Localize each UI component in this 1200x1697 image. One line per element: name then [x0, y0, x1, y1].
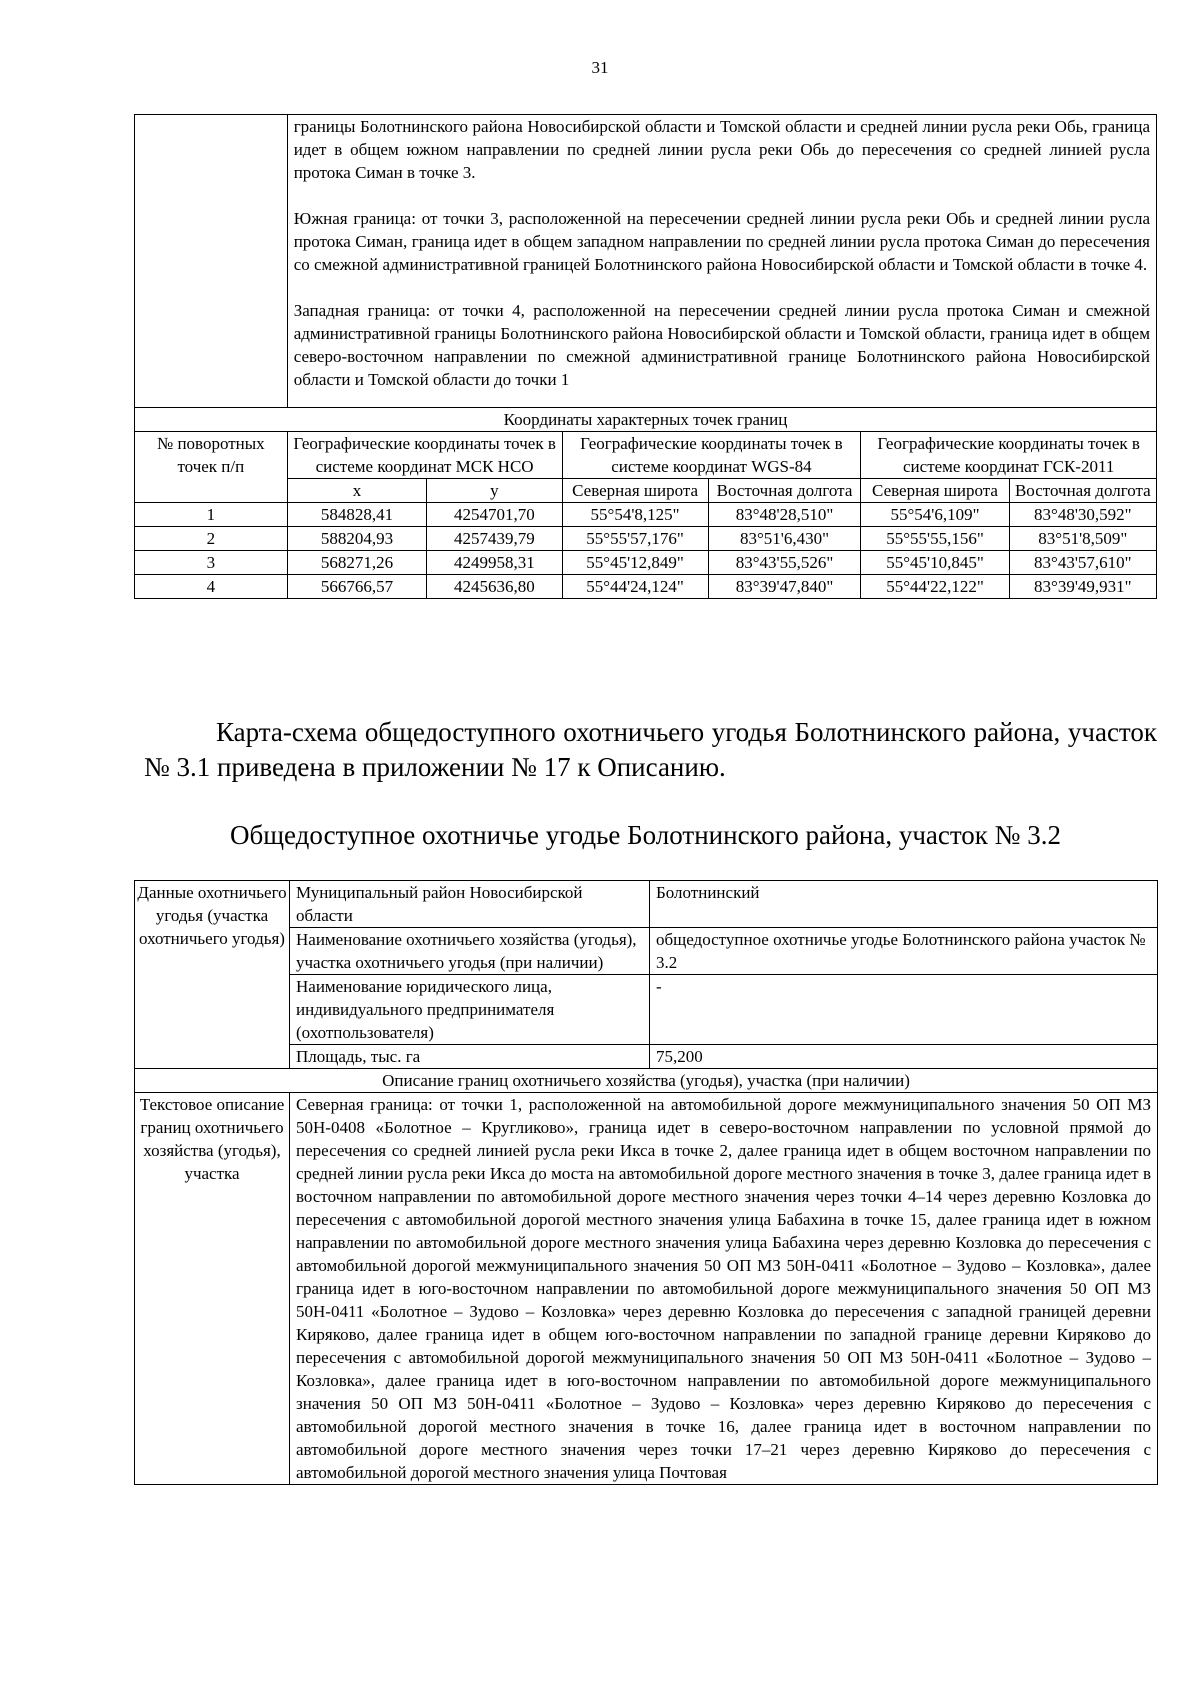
subcol-gsk-lon: Восточная долгота [1009, 479, 1156, 503]
wgs-lat: 55°55'57,176" [562, 527, 708, 551]
boundary-description-cell [287, 115, 1156, 408]
table-row [135, 503, 1157, 527]
row-label-district: Муниципальный район Новосибирской области [290, 881, 650, 928]
subcol-y: y [427, 479, 562, 503]
wgs-lat: 55°44'24,124" [562, 575, 708, 599]
wgs-lon: 83°48'28,510" [708, 503, 861, 527]
gsk-lat: 55°44'22,122" [861, 575, 1009, 599]
gsk-lon: 83°48'30,592" [1009, 503, 1156, 527]
row-label-ground-name: Наименование охотничьего хозяйства (угодья), участка охотничьего угодья (при наличии) [290, 928, 650, 975]
boundary-description-header: Описание границ охотничьего хозяйства (угодья), участка (при наличии) [135, 1069, 1158, 1093]
coord-y: 4254701,70 [427, 503, 562, 527]
gsk-lat: 55°45'10,845" [861, 551, 1009, 575]
south-boundary-paragraph: Южная граница: от точки 3, расположенной на пересечении средней линии русла реки Обь и средней линии русла протока Симан, граница идет в общем западном направлении по средней линии русла протока Симан до пересечения со смежной административной границей Болотнинского района Новосибирской области и Томской области в точке 4. [293, 209, 1150, 274]
boundary-paragraph: границы Болотнинского района Новосибирской области и Томской области и средней линии русла реки Обь, граница идет в общем южном направлении по средней линии русла реки Обь до пересечения со средней линией русла протока Симан в точке 3. [293, 117, 1150, 182]
gsk-lat: 55°54'6,109" [861, 503, 1009, 527]
col-gsk2011: Географические координаты точек в системе координат ГСК-2011 [861, 432, 1157, 479]
gsk-lon: 83°51'8,509" [1009, 527, 1156, 551]
subcol-wgs-lat: Северная широта [562, 479, 708, 503]
wgs-lon: 83°39'47,840" [708, 575, 861, 599]
wgs-lat: 55°45'12,849" [562, 551, 708, 575]
row-label-area: Площадь, тыс. га [290, 1045, 650, 1069]
coord-y: 4257439,79 [427, 527, 562, 551]
row-value-user: - [650, 975, 1158, 1045]
wgs-lon: 83°43'55,526" [708, 551, 861, 575]
coords-caption: Координаты характерных точек границ [135, 408, 1157, 432]
row-value-ground-name: общедоступное охотничье угодье Болотнинского района участок № 3.2 [650, 928, 1158, 975]
text-description: Северная граница: от точки 1, расположенной на автомобильной дороге межмуниципального значения 50 ОП МЗ 50Н-0408 «Болотное – Кругликово», граница идет в северо-восточном направлении по условной прямой до пересечения со средней линией русла реки Икса в точке 2, далее граница идет в общем восточном направлении по средней линии русла реки Икса до моста на автомобильной дороге местного значения в точке 3, далее граница идет в восточном направлении по автомобильной дороге местного значения через точки 4–14 через деревню Козловка до пересечения с автомобильной дорогой местного значения улица Бабахина в точке 15, далее граница идет в южном направлении по автомобильной дороге местного значения улица Бабахина через деревню Козловка до пересечения с автомобильной дорогой межмуниципального значения 50 ОП МЗ 50Н-0411 «Болотное – Зудово – Козловка», далее граница идет в юго-восточном направлении по автомобильной дороге межмуниципального значения 50 ОП МЗ 50Н-0411 «Болотное – Зудово – Козловка» через деревню Козловка до пересечения с западной границей деревни Киряково, далее граница идет в общем юго-восточном направлении по западной границе деревни Киряково до пересечения с автомобильной дорогой межмуниципального значения 50 ОП МЗ 50Н-0411 «Болотное – Зудово – Козловка», далее граница идет в юго-восточном направлении по автомобильной дороге межмуниципального значения 50 ОП МЗ 50Н-0411 «Болотное – Зудово – Козловка» через деревню Киряково до пересечения с автомобильной дорогой местного значения в точке 16, далее граница идет в восточном направлении по автомобильной дороге местного значения через точки 17–21 через деревню Киряково до пересечения с автомобильной дорогой местного значения улица Почтовая [290, 1093, 1158, 1485]
table-row [135, 527, 1157, 551]
gsk-lat: 55°55'55,156" [861, 527, 1009, 551]
col-point-number: № поворотных точек п/п [135, 432, 288, 503]
row-value-district: Болотнинский [650, 881, 1158, 928]
col-wgs84: Географические координаты точек в системе координат WGS-84 [562, 432, 861, 479]
table-row [135, 575, 1157, 599]
point-number: 4 [135, 575, 288, 599]
subcol-wgs-lon: Восточная долгота [708, 479, 861, 503]
boundary-coordinates-table [134, 114, 1157, 599]
page-number: 31 [591, 58, 609, 77]
gsk-lon: 83°39'49,931" [1009, 575, 1156, 599]
hunting-ground-data-label: Данные охотничьего угодья (участка охотничьего угодья) [135, 881, 290, 1069]
coord-x: 588204,93 [287, 527, 427, 551]
empty-cell [135, 115, 288, 408]
section-title: Общедоступное охотничье угодье Болотнинского района, участок № 3.2 [230, 820, 1061, 850]
row-value-area: 75,200 [650, 1045, 1158, 1069]
text-description-label: Текстовое описание границ охотничьего хозяйства (угодья), участка [135, 1093, 290, 1485]
wgs-lat: 55°54'8,125" [562, 503, 708, 527]
wgs-lon: 83°51'6,430" [708, 527, 861, 551]
point-number: 1 [135, 503, 288, 527]
west-boundary-paragraph: Западная граница: от точки 4, расположенной на пересечении средней линии русла протока Симан и смежной административной границы Болотнинского района Новосибирской области и Томской области, граница идет в общем северо-восточном направлении по смежной административной границе Болотнинского района Новосибирской области и Томской области до точки 1 [293, 301, 1150, 389]
coord-x: 566766,57 [287, 575, 427, 599]
coord-x: 584828,41 [287, 503, 427, 527]
row-label-user: Наименование юридического лица, индивидуального предпринимателя (охотпользователя) [290, 975, 650, 1045]
col-msk-nso: Географические координаты точек в системе координат МСК НСО [287, 432, 562, 479]
hunting-ground-table [134, 880, 1158, 1485]
subcol-gsk-lat: Северная широта [861, 479, 1009, 503]
subcol-x: x [287, 479, 427, 503]
coord-x: 568271,26 [287, 551, 427, 575]
table-row [135, 551, 1157, 575]
gsk-lon: 83°43'57,610" [1009, 551, 1156, 575]
point-number: 3 [135, 551, 288, 575]
coord-y: 4245636,80 [427, 575, 562, 599]
point-number: 2 [135, 527, 288, 551]
coord-y: 4249958,31 [427, 551, 562, 575]
map-scheme-note: Карта-схема общедоступного охотничьего угодья Болотнинского района, участок № 3.1 приведена в приложении № 17 к Описанию. [144, 717, 1157, 782]
